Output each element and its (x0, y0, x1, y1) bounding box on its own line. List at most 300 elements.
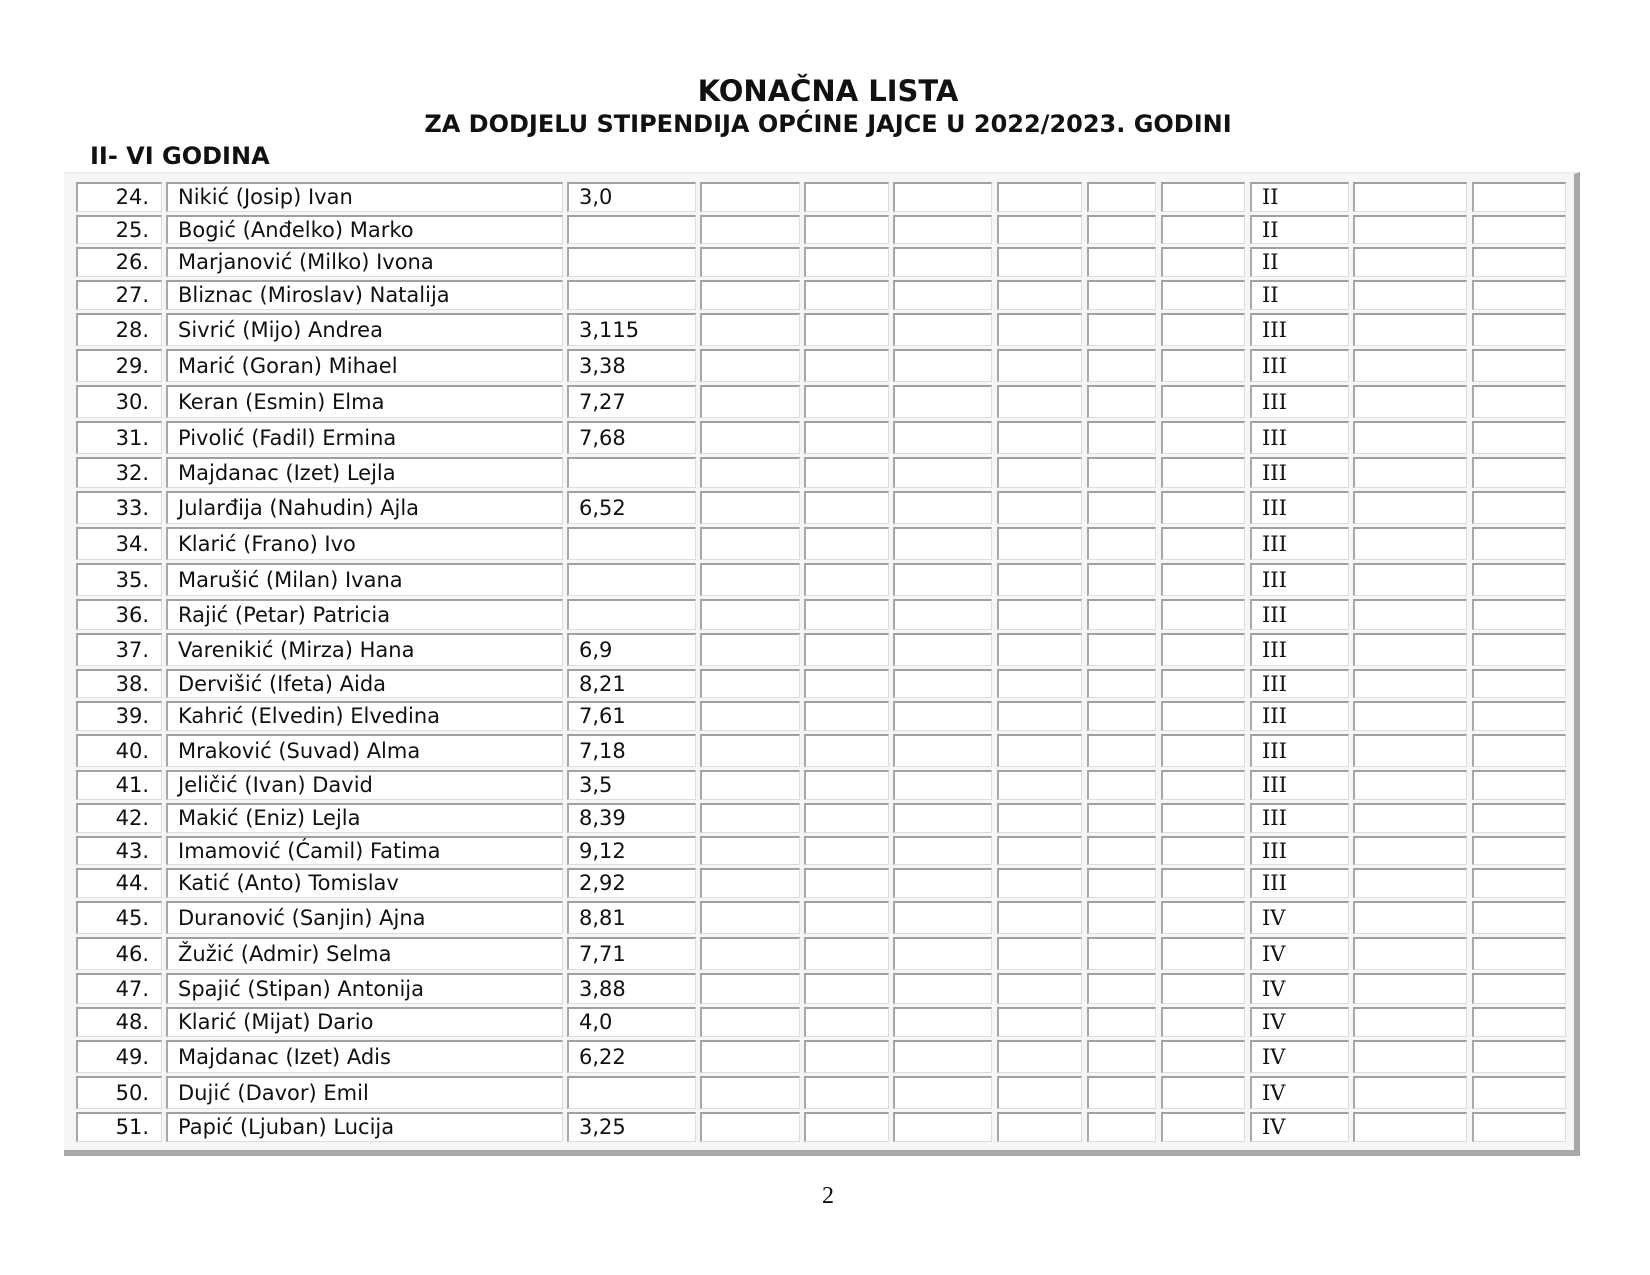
cell-empty (700, 973, 800, 1004)
cell-empty (1087, 182, 1156, 212)
cell-empty (997, 280, 1082, 310)
cell-year: III (1250, 313, 1349, 346)
cell-empty (1353, 669, 1467, 698)
cell-grade: 4,0 (567, 1007, 696, 1037)
cell-empty (1161, 215, 1245, 244)
cell-empty (1087, 349, 1156, 382)
cell-empty (997, 1076, 1082, 1109)
cell-empty (1353, 182, 1467, 212)
cell-name: Kahrić (Elvedin) Elvedina (166, 701, 563, 731)
cell-empty (1161, 734, 1245, 767)
cell-empty (997, 457, 1082, 488)
cell-name: Imamović (Ćamil) Fatima (166, 836, 563, 865)
cell-empty (1353, 1040, 1467, 1073)
cell-empty (997, 669, 1082, 698)
cell-empty (997, 349, 1082, 382)
cell-grade (567, 457, 696, 488)
cell-num: 27. (76, 280, 162, 310)
cell-empty (1161, 1040, 1245, 1073)
cell-empty (700, 803, 800, 833)
cell-empty (1087, 247, 1156, 277)
cell-year: IV (1250, 1076, 1349, 1109)
cell-empty (804, 247, 889, 277)
cell-empty (893, 770, 992, 800)
cell-year: III (1250, 385, 1349, 418)
cell-num: 37. (76, 633, 162, 666)
cell-empty (700, 770, 800, 800)
cell-num: 51. (76, 1112, 162, 1142)
cell-year: IV (1250, 1112, 1349, 1142)
cell-empty (700, 669, 800, 698)
cell-num: 47. (76, 973, 162, 1004)
cell-empty (1472, 868, 1566, 898)
cell-num: 33. (76, 491, 162, 524)
cell-name: Papić (Ljuban) Lucija (166, 1112, 563, 1142)
cell-year: III (1250, 836, 1349, 865)
cell-num: 50. (76, 1076, 162, 1109)
cell-empty (1161, 633, 1245, 666)
cell-empty (997, 868, 1082, 898)
cell-empty (700, 280, 800, 310)
cell-empty (1353, 1076, 1467, 1109)
cell-num: 28. (76, 313, 162, 346)
cell-empty (700, 734, 800, 767)
cell-num: 38. (76, 669, 162, 698)
cell-empty (700, 937, 800, 970)
cell-empty (1087, 280, 1156, 310)
cell-year: IV (1250, 1007, 1349, 1037)
cell-empty (700, 421, 800, 454)
cell-empty (893, 182, 992, 212)
cell-empty (1353, 563, 1467, 596)
cell-empty (804, 701, 889, 731)
cell-name: Bliznac (Miroslav) Natalija (166, 280, 563, 310)
cell-empty (804, 937, 889, 970)
cell-name: Klarić (Frano) Ivo (166, 527, 563, 560)
cell-empty (893, 868, 992, 898)
cell-empty (1087, 770, 1156, 800)
cell-empty (700, 215, 800, 244)
cell-name: Mraković (Suvad) Alma (166, 734, 563, 767)
cell-empty (700, 182, 800, 212)
cell-num: 49. (76, 1040, 162, 1073)
cell-empty (700, 385, 800, 418)
cell-empty (700, 349, 800, 382)
cell-empty (1087, 836, 1156, 865)
cell-year: III (1250, 669, 1349, 698)
cell-num: 41. (76, 770, 162, 800)
cell-empty (1353, 457, 1467, 488)
cell-empty (997, 770, 1082, 800)
cell-empty (1472, 313, 1566, 346)
cell-empty (893, 836, 992, 865)
cell-empty (1161, 349, 1245, 382)
cell-empty (1472, 770, 1566, 800)
cell-empty (1161, 599, 1245, 630)
cell-grade: 7,71 (567, 937, 696, 970)
cell-empty (893, 527, 992, 560)
cell-empty (1472, 1076, 1566, 1109)
cell-empty (1472, 1007, 1566, 1037)
cell-empty (1472, 491, 1566, 524)
cell-empty (1472, 385, 1566, 418)
cell-empty (804, 215, 889, 244)
cell-num: 29. (76, 349, 162, 382)
cell-empty (1087, 901, 1156, 934)
cell-empty (997, 421, 1082, 454)
cell-empty (1161, 669, 1245, 698)
cell-name: Varenikić (Mirza) Hana (166, 633, 563, 666)
cell-num: 42. (76, 803, 162, 833)
cell-num: 34. (76, 527, 162, 560)
cell-empty (893, 280, 992, 310)
cell-empty (1472, 836, 1566, 865)
cell-empty (1161, 836, 1245, 865)
cell-empty (1087, 385, 1156, 418)
cell-name: Klarić (Mijat) Dario (166, 1007, 563, 1037)
cell-empty (893, 349, 992, 382)
cell-empty (804, 669, 889, 698)
cell-name: Marušić (Milan) Ivana (166, 563, 563, 596)
cell-empty (1161, 868, 1245, 898)
cell-empty (893, 563, 992, 596)
cell-name: Katić (Anto) Tomislav (166, 868, 563, 898)
cell-grade (567, 280, 696, 310)
cell-empty (997, 701, 1082, 731)
cell-empty (893, 1076, 992, 1109)
cell-empty (700, 527, 800, 560)
cell-empty (997, 182, 1082, 212)
cell-empty (1353, 1007, 1467, 1037)
cell-empty (1353, 421, 1467, 454)
cell-empty (997, 803, 1082, 833)
cell-year: III (1250, 563, 1349, 596)
cell-name: Makić (Eniz) Lejla (166, 803, 563, 833)
cell-empty (1087, 669, 1156, 698)
cell-empty (893, 734, 992, 767)
cell-empty (1472, 247, 1566, 277)
cell-name: Majdanac (Izet) Adis (166, 1040, 563, 1073)
cell-empty (893, 669, 992, 698)
cell-year: III (1250, 770, 1349, 800)
cell-grade: 3,5 (567, 770, 696, 800)
cell-empty (700, 247, 800, 277)
cell-num: 45. (76, 901, 162, 934)
cell-empty (893, 701, 992, 731)
cell-num: 36. (76, 599, 162, 630)
cell-empty (804, 182, 889, 212)
cell-empty (997, 385, 1082, 418)
cell-grade: 3,38 (567, 349, 696, 382)
cell-name: Sivrić (Mijo) Andrea (166, 313, 563, 346)
cell-num: 48. (76, 1007, 162, 1037)
cell-grade: 9,12 (567, 836, 696, 865)
cell-empty (1472, 599, 1566, 630)
cell-empty (1353, 280, 1467, 310)
cell-year: III (1250, 527, 1349, 560)
cell-grade: 6,9 (567, 633, 696, 666)
cell-empty (1472, 937, 1566, 970)
cell-empty (1087, 803, 1156, 833)
cell-grade: 3,88 (567, 973, 696, 1004)
cell-num: 39. (76, 701, 162, 731)
cell-num: 31. (76, 421, 162, 454)
cell-grade: 8,21 (567, 669, 696, 698)
cell-grade: 8,39 (567, 803, 696, 833)
cell-empty (893, 633, 992, 666)
cell-name: Bogić (Anđelko) Marko (166, 215, 563, 244)
cell-year: IV (1250, 973, 1349, 1004)
cell-empty (1472, 701, 1566, 731)
cell-grade: 7,18 (567, 734, 696, 767)
cell-empty (1087, 215, 1156, 244)
cell-empty (1353, 803, 1467, 833)
cell-empty (1472, 527, 1566, 560)
cell-empty (1087, 633, 1156, 666)
document-title: KONAČNA LISTA (697, 74, 959, 108)
cell-empty (700, 491, 800, 524)
cell-empty (700, 901, 800, 934)
cell-empty (1087, 701, 1156, 731)
cell-empty (1161, 182, 1245, 212)
cell-num: 25. (76, 215, 162, 244)
cell-empty (1472, 633, 1566, 666)
cell-empty (1087, 599, 1156, 630)
cell-empty (1161, 901, 1245, 934)
cell-grade: 6,22 (567, 1040, 696, 1073)
cell-empty (997, 973, 1082, 1004)
cell-name: Jularđija (Nahudin) Ajla (166, 491, 563, 524)
cell-grade (567, 1076, 696, 1109)
cell-empty (1353, 770, 1467, 800)
cell-empty (1161, 313, 1245, 346)
cell-empty (1472, 669, 1566, 698)
cell-year: IV (1250, 901, 1349, 934)
cell-empty (804, 349, 889, 382)
cell-year: III (1250, 491, 1349, 524)
cell-empty (1087, 1076, 1156, 1109)
cell-empty (893, 385, 992, 418)
cell-empty (804, 633, 889, 666)
cell-empty (1353, 599, 1467, 630)
cell-empty (804, 1112, 889, 1142)
cell-empty (1353, 527, 1467, 560)
cell-empty (893, 421, 992, 454)
cell-empty (1087, 491, 1156, 524)
cell-grade: 3,0 (567, 182, 696, 212)
cell-grade (567, 527, 696, 560)
cell-empty (1161, 385, 1245, 418)
cell-empty (893, 491, 992, 524)
cell-empty (1472, 734, 1566, 767)
cell-empty (1353, 901, 1467, 934)
cell-empty (1161, 770, 1245, 800)
cell-empty (804, 491, 889, 524)
cell-num: 32. (76, 457, 162, 488)
cell-name: Dervišić (Ifeta) Aida (166, 669, 563, 698)
cell-empty (1353, 633, 1467, 666)
cell-empty (804, 734, 889, 767)
cell-name: Keran (Esmin) Elma (166, 385, 563, 418)
cell-year: III (1250, 803, 1349, 833)
cell-empty (1472, 901, 1566, 934)
cell-empty (1087, 563, 1156, 596)
cell-empty (1087, 1040, 1156, 1073)
cell-year: II (1250, 182, 1349, 212)
cell-empty (1087, 1007, 1156, 1037)
cell-name: Marjanović (Milko) Ivona (166, 247, 563, 277)
cell-empty (1087, 734, 1156, 767)
cell-empty (1087, 937, 1156, 970)
cell-empty (997, 313, 1082, 346)
cell-empty (804, 1040, 889, 1073)
cell-empty (804, 1076, 889, 1109)
cell-year: III (1250, 701, 1349, 731)
cell-empty (804, 599, 889, 630)
cell-empty (1161, 491, 1245, 524)
cell-empty (997, 247, 1082, 277)
cell-year: II (1250, 247, 1349, 277)
cell-empty (700, 1007, 800, 1037)
cell-grade: 7,68 (567, 421, 696, 454)
cell-empty (804, 803, 889, 833)
cell-num: 30. (76, 385, 162, 418)
cell-empty (997, 901, 1082, 934)
cell-empty (804, 527, 889, 560)
cell-empty (893, 457, 992, 488)
cell-empty (1472, 280, 1566, 310)
cell-year: III (1250, 421, 1349, 454)
cell-empty (804, 457, 889, 488)
cell-empty (1353, 701, 1467, 731)
cell-num: 35. (76, 563, 162, 596)
cell-empty (1353, 491, 1467, 524)
cell-empty (893, 973, 992, 1004)
cell-empty (804, 973, 889, 1004)
cell-empty (1161, 701, 1245, 731)
cell-empty (1472, 1112, 1566, 1142)
cell-empty (1353, 247, 1467, 277)
cell-empty (804, 901, 889, 934)
cell-empty (1353, 836, 1467, 865)
cell-empty (804, 421, 889, 454)
cell-empty (700, 1040, 800, 1073)
cell-empty (700, 457, 800, 488)
cell-empty (700, 313, 800, 346)
cell-empty (1087, 457, 1156, 488)
cell-year: II (1250, 215, 1349, 244)
cell-name: Pivolić (Fadil) Ermina (166, 421, 563, 454)
cell-empty (1472, 973, 1566, 1004)
cell-grade (567, 563, 696, 596)
cell-empty (1087, 527, 1156, 560)
cell-empty (997, 1040, 1082, 1073)
cell-empty (1087, 421, 1156, 454)
cell-empty (1353, 868, 1467, 898)
cell-empty (804, 1007, 889, 1037)
cell-empty (997, 491, 1082, 524)
cell-num: 26. (76, 247, 162, 277)
cell-empty (700, 563, 800, 596)
cell-empty (1353, 313, 1467, 346)
cell-name: Jeličić (Ivan) David (166, 770, 563, 800)
cell-empty (1472, 421, 1566, 454)
cell-empty (893, 901, 992, 934)
cell-empty (1353, 1112, 1467, 1142)
cell-empty (997, 1007, 1082, 1037)
cell-empty (1472, 1040, 1566, 1073)
cell-empty (1353, 937, 1467, 970)
cell-empty (804, 836, 889, 865)
cell-empty (700, 633, 800, 666)
cell-empty (893, 1007, 992, 1037)
cell-grade: 3,115 (567, 313, 696, 346)
cell-empty (893, 1040, 992, 1073)
cell-empty (1161, 527, 1245, 560)
cell-name: Rajić (Petar) Patricia (166, 599, 563, 630)
cell-empty (1353, 385, 1467, 418)
cell-empty (893, 937, 992, 970)
cell-empty (700, 868, 800, 898)
cell-empty (1161, 247, 1245, 277)
cell-empty (1161, 421, 1245, 454)
cell-grade (567, 247, 696, 277)
cell-empty (1161, 457, 1245, 488)
cell-empty (997, 633, 1082, 666)
cell-year: II (1250, 280, 1349, 310)
cell-empty (804, 385, 889, 418)
cell-empty (1161, 973, 1245, 1004)
cell-empty (1472, 215, 1566, 244)
cell-name: Nikić (Josip) Ivan (166, 182, 563, 212)
cell-num: 44. (76, 868, 162, 898)
cell-empty (804, 313, 889, 346)
cell-name: Majdanac (Izet) Lejla (166, 457, 563, 488)
cell-empty (997, 836, 1082, 865)
cell-empty (997, 215, 1082, 244)
cell-year: IV (1250, 937, 1349, 970)
cell-empty (893, 313, 992, 346)
cell-empty (1472, 182, 1566, 212)
cell-grade: 8,81 (567, 901, 696, 934)
cell-num: 24. (76, 182, 162, 212)
cell-name: Dujić (Davor) Emil (166, 1076, 563, 1109)
cell-empty (1161, 280, 1245, 310)
cell-empty (700, 701, 800, 731)
cell-year: IV (1250, 1040, 1349, 1073)
cell-empty (1087, 1112, 1156, 1142)
cell-empty (1353, 973, 1467, 1004)
page-number: 2 (822, 1183, 834, 1209)
cell-empty (700, 1076, 800, 1109)
cell-empty (1472, 457, 1566, 488)
cell-empty (1161, 563, 1245, 596)
cell-empty (997, 1112, 1082, 1142)
cell-grade (567, 215, 696, 244)
cell-empty (1161, 803, 1245, 833)
cell-empty (1087, 868, 1156, 898)
cell-empty (804, 280, 889, 310)
cell-empty (893, 1112, 992, 1142)
cell-empty (1353, 734, 1467, 767)
cell-grade: 6,52 (567, 491, 696, 524)
cell-empty (700, 1112, 800, 1142)
cell-name: Žužić (Admir) Selma (166, 937, 563, 970)
cell-year: III (1250, 734, 1349, 767)
cell-empty (804, 868, 889, 898)
cell-num: 40. (76, 734, 162, 767)
cell-empty (1161, 1112, 1245, 1142)
